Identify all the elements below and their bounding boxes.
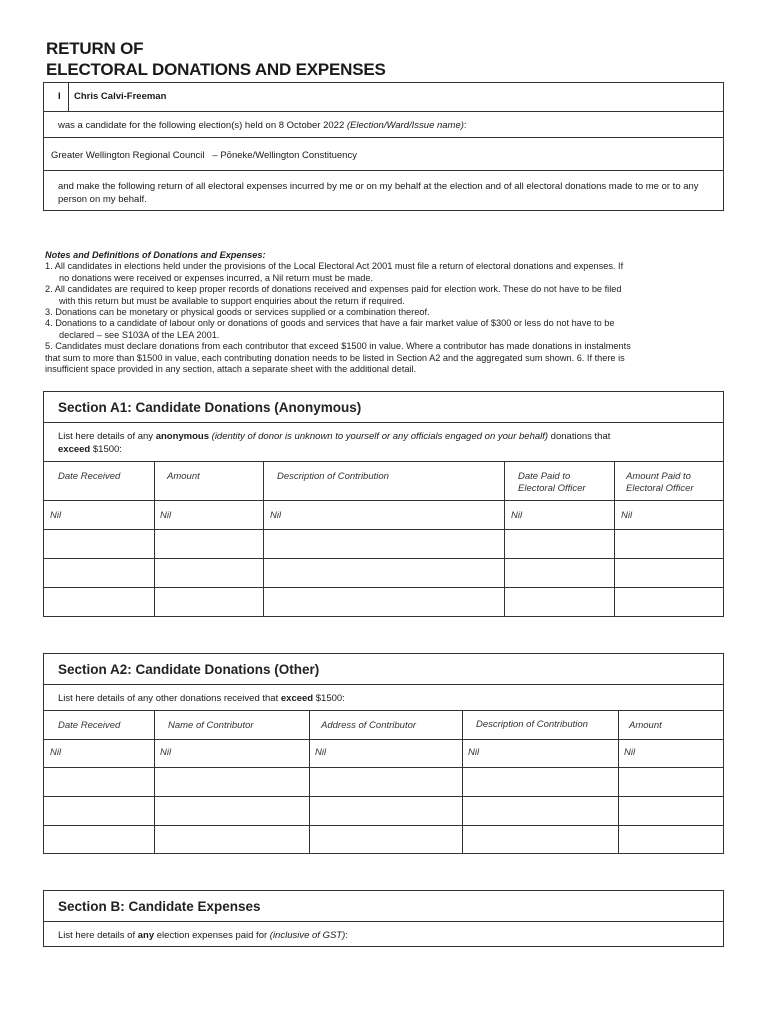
- note-1: 1. All candidates in elections held under the provisions of the Local Electoral Act 2001 must file a return of electoral donations and expenses. If: [45, 261, 624, 272]
- a2-cell-amount[interactable]: Nil: [624, 747, 636, 758]
- a1-cell-description[interactable]: Nil: [270, 510, 282, 521]
- section-a2-description: List here details of any other donations received that exceed $1500:: [58, 693, 345, 704]
- note-2: 2. All candidates are required to keep proper records of donations received and expenses paid for election work. These do not have to be filed: [45, 284, 622, 295]
- note-4-cont: declared – see S103A of the LEA 2001.: [59, 329, 220, 340]
- a1-cell-amount-paid[interactable]: Nil: [621, 510, 633, 521]
- section-b: [43, 890, 724, 947]
- a1-col-amount: Amount: [167, 471, 200, 482]
- a2-cell-address[interactable]: Nil: [315, 747, 327, 758]
- note-5: 5. Candidates must declare donations from each contributor that exceed $1500 in value. Where a contributor has made donations in instalments: [45, 341, 631, 352]
- a1-col-description: Description of Contribution: [277, 471, 389, 482]
- note-1-cont: no donations were received or expenses incurred, a Nil return must be made.: [59, 272, 374, 283]
- a1-cell-date-paid[interactable]: Nil: [511, 510, 523, 521]
- a2-col-address: Address of Contributor: [321, 720, 417, 731]
- note-5-cont: that sum to more than $1500 in value, each contributing donation needs to be listed in Section A2 and the aggregated sum shown. 6. If there is: [45, 352, 625, 363]
- i-label: I: [58, 91, 61, 102]
- a2-col-date-received: Date Received: [58, 720, 121, 731]
- candidate-name-field[interactable]: Chris Calvi-Freeman: [74, 91, 167, 102]
- a1-cell-amount[interactable]: Nil: [160, 510, 172, 521]
- return-statement: and make the following return of all electoral expenses incurred by me or on my behalf at the election and of all electoral donations made to me or to any person on my behalf.: [58, 181, 699, 205]
- notes-section: [45, 250, 725, 375]
- note-3: 3. Donations can be monetary or physical goods or services supplied or a combination thereof.: [45, 307, 430, 318]
- a2-col-name: Name of Contributor: [168, 720, 254, 731]
- constituency: – Pōneke/Wellington Constituency: [212, 150, 357, 161]
- section-a1: [43, 391, 724, 617]
- note-2-cont: with this return but must be available to support enquiries about the return if required.: [59, 295, 405, 306]
- a2-cell-description[interactable]: Nil: [468, 747, 480, 758]
- a1-col-date-received: Date Received: [58, 471, 121, 482]
- notes-heading: Notes and Definitions of Donations and Expenses:: [45, 250, 266, 260]
- section-a2: [43, 653, 724, 854]
- a1-col-date-paid: Date Paid to Electoral Officer: [518, 471, 586, 494]
- title-line-2: ELECTORAL DONATIONS AND EXPENSES: [46, 60, 386, 79]
- a2-cell-date[interactable]: Nil: [50, 747, 62, 758]
- declaration-box: [43, 82, 724, 211]
- section-a1-description: List here details of any anonymous (identity of donor is unknown to yourself or any officials engaged on your behalf) donations that exceed $1500:: [58, 431, 611, 455]
- note-4: 4. Donations to a candidate of labour only or donations of goods and services that have a fair market value of $300 or less do not have to be: [45, 318, 615, 329]
- a1-col-amount-paid: Amount Paid to Electoral Officer: [626, 471, 694, 494]
- a2-col-amount: Amount: [629, 720, 662, 731]
- a2-cell-name[interactable]: Nil: [160, 747, 172, 758]
- election-name-field[interactable]: Greater Wellington Regional Council – Pōneke/Wellington Constituency: [51, 150, 357, 161]
- a2-col-description: Description of Contribution: [476, 719, 588, 730]
- election-statement: was a candidate for the following election(s) held on 8 October 2022 (Election/Ward/Issue name):: [58, 120, 467, 131]
- a1-cell-date[interactable]: Nil: [50, 510, 62, 521]
- section-a1-title: Section A1: Candidate Donations (Anonymous): [58, 400, 362, 415]
- document-title: [46, 38, 386, 80]
- section-a2-title: Section A2: Candidate Donations (Other): [58, 662, 320, 677]
- section-b-description: List here details of any election expenses paid for (inclusive of GST):: [58, 930, 348, 941]
- title-line-1: RETURN OF: [46, 39, 144, 58]
- section-b-title: Section B: Candidate Expenses: [58, 899, 261, 914]
- note-5-cont-2: insufficient space provided in any section, attach a separate sheet with the additional detail.: [45, 364, 417, 375]
